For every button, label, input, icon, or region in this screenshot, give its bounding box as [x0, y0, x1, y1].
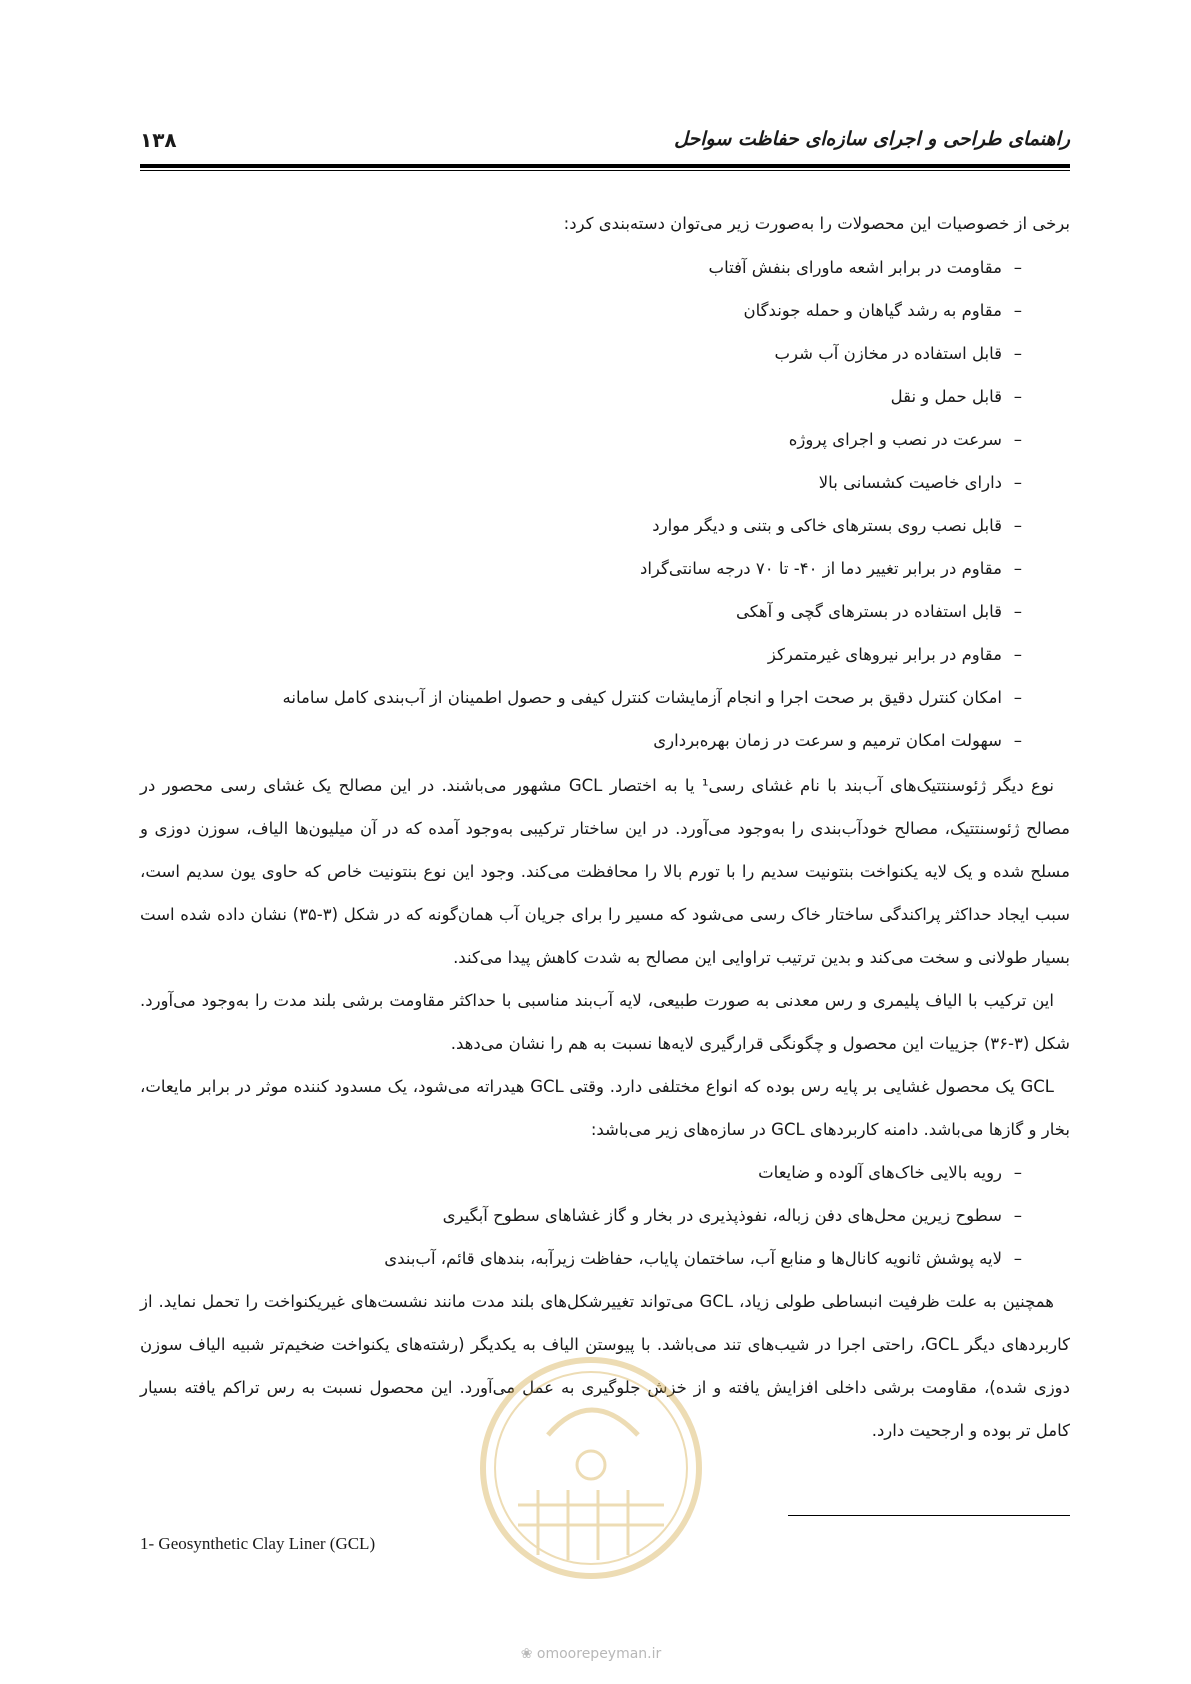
list-item: – قابل نصب روی بسترهای خاکی و بتنی و دیگر موارد: [140, 504, 1022, 547]
list-item: – لایه پوشش ثانویه کانال‌ها و منابع آب، ساختمان پایاب، حفاظت زیرآبه، بندهای قائم، آب‌بندی: [140, 1237, 1022, 1280]
list-item: – رویه بالایی خاک‌های آلوده و ضایعات: [140, 1151, 1022, 1194]
footnote-rule: [788, 1515, 1070, 1516]
list-item: – مقاومت در برابر اشعه ماورای بنفش آفتاب: [140, 246, 1022, 289]
paragraph-gcl-intro: نوع دیگر ژئوسنتتیک‌های آب‌بند با نام غشای رسی¹ یا به اختصار GCL مشهور می‌باشند. در این مصالح یک غشای رسی محصور در مصالح ژئوسنتتیک، مصالح خودآب‌بندی را به‌وجود می‌آورد. در این ساختار ترکیبی به‌وجود آمده که در آن میلیون‌ها الیاف، سوزن دوزی و مسلح شده و یک لایه یکنواخت بنتونیت سدیم را با تورم بالا را محافظت می‌کند. وجود این نوع بنتونیت خاص که حاوی یون سدیم است، سبب ایجاد حداکثر پراکندگی ساختار خاک رسی می‌شود که مسیر را برای جریان آب همان‌گونه که در شکل (۳-۳۵) نشان داده شده است بسیار طولانی و سخت می‌کند و بدین ترتیب تراوایی این مصالح به شدت کاهش پیدا می‌کند.: [140, 776, 1071, 967]
paragraph-gcl-applications: GCL یک محصول غشایی بر پایه رس بوده که انواع مختلفی دارد. وقتی GCL هیدراته می‌شود، یک مسدود کننده موثر در برابر مایعات، بخار و گازها می‌باشد. دامنه کاربردهای GCL در سازه‌های زیر می‌باشد:: [140, 1077, 1070, 1139]
list-item: – دارای خاصیت کشسانی بالا: [140, 461, 1022, 504]
footnote: 1- Geosynthetic Clay Liner (GCL): [140, 1534, 376, 1553]
intro-sentence: برخی از خصوصیات این محصولات را به‌صورت زیر می‌توان دسته‌بندی کرد:: [563, 214, 1070, 233]
list-item: – قابل استفاده در بسترهای گچی و آهکی: [140, 590, 1022, 633]
paragraph-polymer-fibers: این ترکیب با الیاف پلیمری و رس معدنی به صورت طبیعی، لایه آب‌بند مناسبی با حداکثر مقاومت برشی بلند مدت را به‌وجود می‌آورد. شکل (۳-۳۶) جزییات این محصول و چگونگی قرارگیری لایه‌ها نسبت به هم را نشان می‌دهد.: [140, 991, 1070, 1053]
watermark-site: ❀ omoorepeyman.ir: [520, 1646, 662, 1662]
watermark-seal-icon: [478, 1355, 704, 1581]
page-number: ۱۳۸: [140, 128, 177, 152]
header-rule-thin: [140, 170, 1070, 171]
header-rule: [140, 164, 1070, 168]
watermark-site-text: omoorepeyman.ir: [536, 1646, 662, 1662]
paragraph-gcl-advantages: همچنین به علت ظرفیت انبساطی طولی زیاد، GCL می‌تواند تغییرشکل‌های بلند مدت مانند نشست‌های غیریکنواخت را تحمل نماید. از کاربردهای دیگر GCL، راحتی اجرا در شیب‌های تند می‌باشد. با پیوستن الیاف به یکدیگر (رشته‌های یکنواخت ضخیم‌تر شبیه الیاف سوزن دوزی شده)، مقاومت برشی داخلی افزایش یافته و از خزش جلوگیری به عمل می‌آورد. این محصول نسبت به رس تراکم یافته بسیار کامل تر بوده و ارجحیت دارد.: [140, 1292, 1070, 1440]
applications-list: [140, 1151, 1070, 1280]
list-item: – سهولت امکان ترمیم و سرعت در زمان بهره‌برداری: [140, 719, 1022, 762]
list-item: – قابل استفاده در مخازن آب شرب: [140, 332, 1022, 375]
list-item: – مقاوم در برابر نیروهای غیرمتمرکز: [140, 633, 1022, 676]
page-header: [140, 128, 1070, 158]
list-item: – قابل حمل و نقل: [140, 375, 1022, 418]
running-title: راهنمای طراحی و اجرای سازه‌ای حفاظت سواحل: [674, 128, 1070, 150]
list-item: – سرعت در نصب و اجرای پروژه: [140, 418, 1022, 461]
list-item: – سطوح زیرین محل‌های دفن زباله، نفوذپذیری در بخار و گاز غشاهای سطوح آبگیری: [140, 1194, 1022, 1237]
list-item: – مقاوم در برابر تغییر دما از ۴۰- تا ۷۰ درجه سانتی‌گراد: [140, 547, 1022, 590]
properties-list: [140, 246, 1070, 762]
page-body: [140, 208, 1070, 1452]
list-item: – مقاوم به رشد گیاهان و حمله جوندگان: [140, 289, 1022, 332]
list-item: – امکان کنترل دقیق بر صحت اجرا و انجام آزمایشات کنترل کیفی و حصول اطمینان از آب‌بندی کامل سامانه: [140, 676, 1022, 719]
